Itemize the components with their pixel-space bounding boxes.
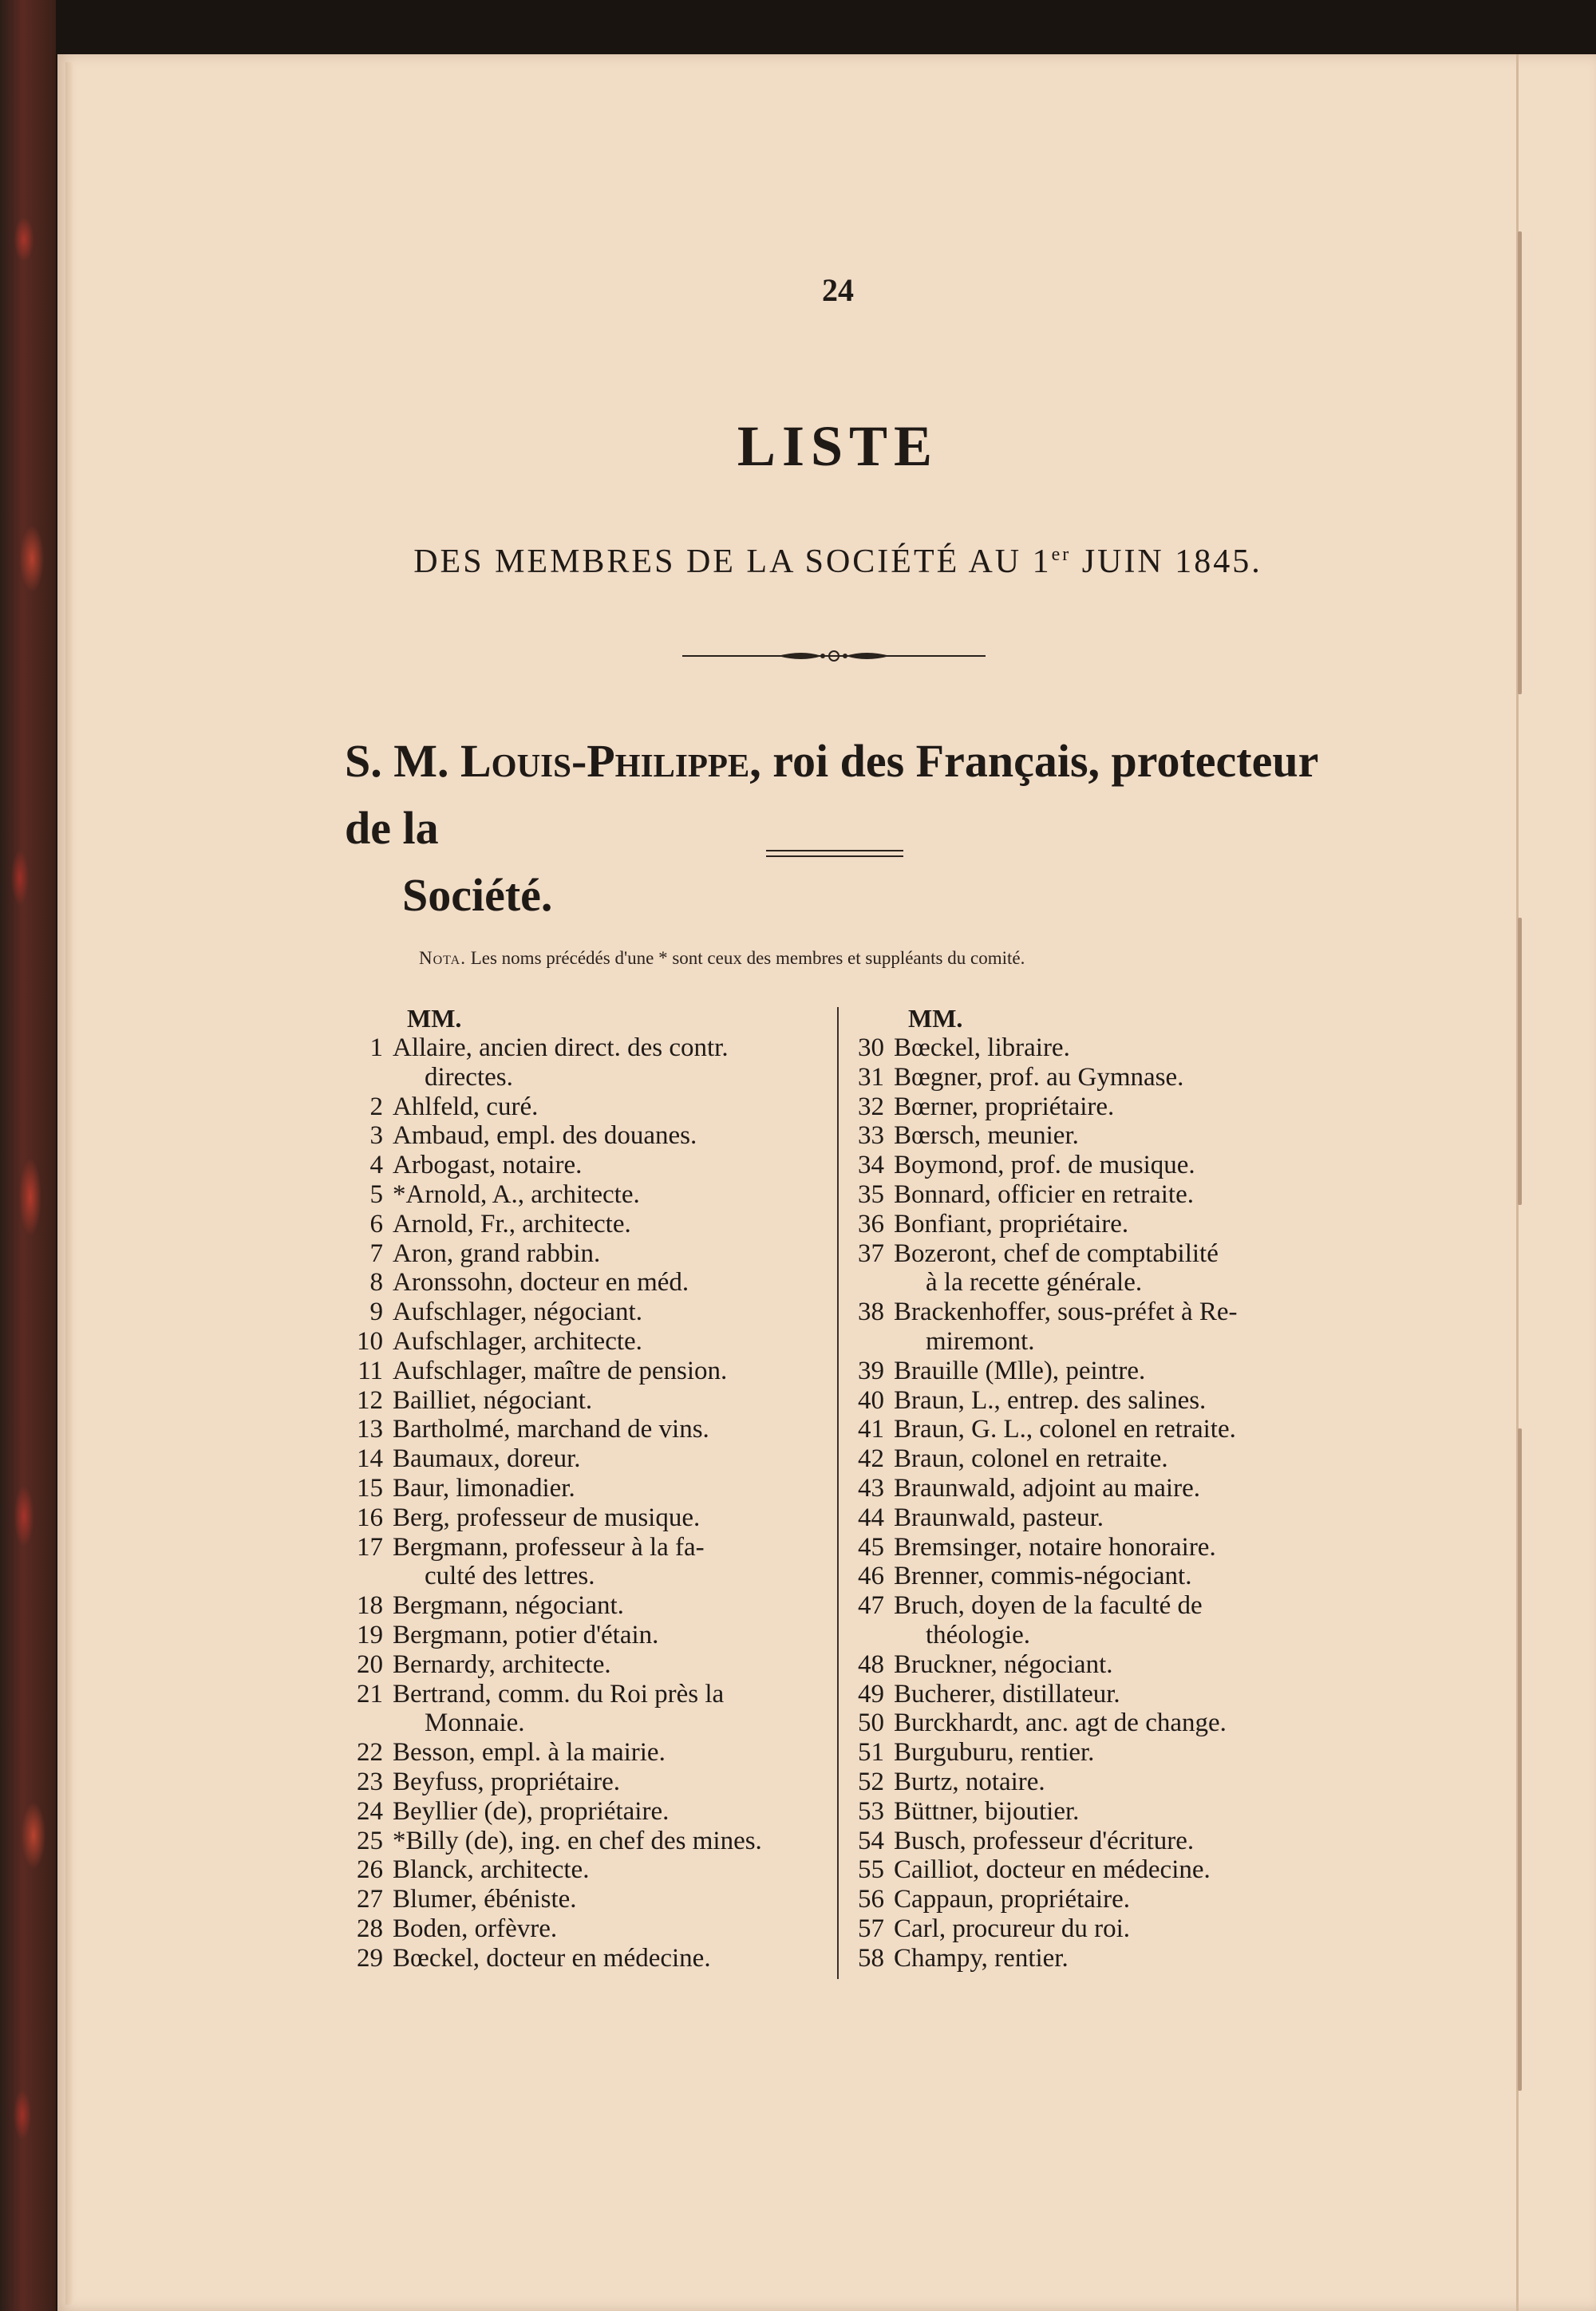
member-name: Baur, limonadier.: [393, 1473, 575, 1503]
nota-note: [419, 948, 1377, 969]
member-entry: [844, 1562, 1339, 1591]
member-number: 52: [858, 1767, 884, 1796]
member-entry: [343, 1092, 826, 1122]
member-entry: [343, 1533, 826, 1592]
member-number: 26: [357, 1855, 383, 1885]
member-number: 12: [357, 1385, 383, 1415]
patron-heading: [345, 728, 1334, 929]
double-rule: [766, 850, 903, 858]
member-name: Aufschlager, négociant.: [393, 1298, 642, 1327]
member-entry: [343, 1591, 826, 1621]
member-name: Blanck, architecte.: [393, 1855, 590, 1885]
member-number: 46: [858, 1562, 884, 1591]
member-entry: [343, 1121, 826, 1151]
member-entry: [844, 1357, 1339, 1386]
book-page: [57, 54, 1596, 2311]
member-number: 29: [357, 1943, 383, 1973]
subtitle-text-end: JUIN 1845.: [1071, 543, 1262, 580]
subtitle-superscript: er: [1051, 544, 1072, 565]
member-name: Beyfuss, propriétaire.: [393, 1767, 620, 1796]
member-entry: [343, 1033, 826, 1092]
member-entry: [844, 1797, 1339, 1827]
member-entry: [343, 1210, 826, 1239]
member-entry: [343, 1885, 826, 1914]
nota-label: Nota.: [419, 948, 466, 968]
member-entry: [844, 1386, 1339, 1416]
member-entry: [844, 1827, 1339, 1856]
member-name-continuation: directes.: [425, 1062, 513, 1092]
member-entry: [844, 1033, 1339, 1063]
member-name: Beyllier (de), propriétaire.: [393, 1796, 670, 1826]
member-number: 39: [858, 1356, 884, 1385]
member-entry: [844, 1121, 1339, 1151]
member-entry: [343, 1180, 826, 1210]
member-name: Braun, L., entrep. des salines.: [894, 1385, 1207, 1415]
patron-name: Louis-Philippe: [460, 735, 750, 787]
member-number: 4: [369, 1151, 383, 1180]
member-name: Braunwald, adjoint au maire.: [894, 1473, 1200, 1503]
member-number: 32: [858, 1092, 884, 1121]
member-entry: [343, 1298, 826, 1327]
column-header: MM.: [407, 1004, 462, 1033]
member-name: Brackenhoffer, sous-préfet à Re-: [894, 1298, 1238, 1327]
member-name-continuation: culté des lettres.: [425, 1562, 595, 1591]
member-entry: [343, 1768, 826, 1797]
page-title: LISTE: [737, 414, 939, 478]
member-number: 1: [369, 1033, 383, 1062]
member-entry: [844, 1474, 1339, 1503]
member-number: 17: [357, 1532, 383, 1562]
member-entry: [343, 1415, 826, 1444]
marbled-binding: [0, 0, 56, 2311]
member-entry: [343, 1268, 826, 1298]
member-name: Bœckel, libraire.: [894, 1033, 1070, 1062]
member-name: Arnold, Fr., architecte.: [393, 1209, 631, 1238]
member-entry: [343, 1914, 826, 1944]
member-entry: [844, 1680, 1339, 1709]
member-name: Allaire, ancien direct. des contr.: [393, 1033, 729, 1062]
members-column-left: [343, 1004, 826, 1973]
patron-line2: Société.: [402, 869, 553, 921]
patron-prefix: S. M.: [345, 735, 460, 787]
member-number: 20: [357, 1649, 383, 1679]
member-name: Aronssohn, docteur en méd.: [393, 1268, 689, 1298]
member-number: 53: [858, 1796, 884, 1826]
member-number: 57: [858, 1914, 884, 1943]
member-number: 43: [858, 1473, 884, 1503]
member-entry: [844, 1738, 1339, 1768]
member-number: 44: [858, 1503, 884, 1532]
member-entry: [844, 1210, 1339, 1239]
member-entry: [343, 1827, 826, 1856]
member-entry: [844, 1768, 1339, 1797]
member-name: *Billy (de), ing. en chef des mines.: [393, 1826, 762, 1855]
member-entry: [844, 1885, 1339, 1914]
member-name: Bucherer, distillateur.: [894, 1679, 1120, 1709]
member-name: Bonfiant, propriétaire.: [894, 1209, 1129, 1238]
members-list-right: [844, 1033, 1339, 1973]
member-name: *Arnold, A., architecte.: [393, 1179, 640, 1209]
member-number: 55: [858, 1855, 884, 1885]
member-number: 13: [357, 1415, 383, 1444]
binding-thread: [1518, 918, 1522, 1205]
member-entry: [343, 1357, 826, 1386]
member-number: 7: [369, 1238, 383, 1268]
member-entry: [343, 1327, 826, 1357]
member-name-continuation: à la recette générale.: [926, 1268, 1143, 1298]
member-number: 33: [858, 1121, 884, 1151]
member-entry: [844, 1444, 1339, 1474]
member-number: 15: [357, 1473, 383, 1503]
member-entry: [343, 1680, 826, 1739]
member-entry: [844, 1855, 1339, 1885]
member-entry: [343, 1474, 826, 1503]
member-name: Bergmann, potier d'étain.: [393, 1620, 659, 1649]
member-number: 47: [858, 1591, 884, 1621]
ornamental-divider: [682, 648, 986, 664]
binding-thread: [1518, 1428, 1522, 2091]
member-name: Carl, procureur du roi.: [894, 1914, 1130, 1943]
member-name: Ahlfeld, curé.: [393, 1092, 539, 1121]
page-subtitle: [343, 543, 1333, 581]
member-name: Brenner, commis-négociant.: [894, 1562, 1192, 1591]
member-number: 34: [858, 1151, 884, 1180]
member-entry: [343, 1650, 826, 1680]
member-number: 56: [858, 1885, 884, 1914]
member-name: Aufschlager, architecte.: [393, 1326, 642, 1356]
member-number: 10: [357, 1326, 383, 1356]
member-name: Braun, G. L., colonel en retraite.: [894, 1415, 1236, 1444]
member-entry: [844, 1533, 1339, 1562]
member-entry: [343, 1797, 826, 1827]
member-name: Champy, rentier.: [894, 1943, 1069, 1973]
member-name: Bœgner, prof. au Gymnase.: [894, 1062, 1184, 1092]
member-name: Bozeront, chef de comptabilité: [894, 1238, 1219, 1268]
member-name: Bonnard, officier en retraite.: [894, 1179, 1194, 1209]
member-number: 16: [357, 1503, 383, 1532]
member-number: 58: [858, 1943, 884, 1973]
member-number: 3: [369, 1121, 383, 1151]
member-number: 19: [357, 1620, 383, 1649]
member-name: Bergmann, négociant.: [393, 1591, 624, 1621]
binding-thread: [1518, 231, 1522, 694]
member-entry: [844, 1415, 1339, 1444]
member-name: Bœrner, propriétaire.: [894, 1092, 1115, 1121]
page-edge: [65, 62, 73, 2305]
member-number: 2: [369, 1092, 383, 1121]
member-number: 49: [858, 1679, 884, 1709]
member-name: Burtz, notaire.: [894, 1767, 1045, 1796]
nota-text: Les noms précédés d'une * sont ceux des membres et suppléants du comité.: [465, 948, 1025, 968]
member-entry: [844, 1239, 1339, 1298]
member-name: Büttner, bijoutier.: [894, 1796, 1080, 1826]
member-entry: [343, 1855, 826, 1885]
member-name: Aron, grand rabbin.: [393, 1238, 601, 1268]
member-entry: [844, 1092, 1339, 1122]
member-name: Cailliot, docteur en médecine.: [894, 1855, 1211, 1885]
member-number: 30: [858, 1033, 884, 1062]
member-number: 5: [369, 1179, 383, 1209]
member-name: Bergmann, professeur à la fa-: [393, 1532, 705, 1562]
member-name: Busch, professeur d'écriture.: [894, 1826, 1195, 1855]
member-entry: [343, 1503, 826, 1533]
member-number: 25: [357, 1826, 383, 1855]
member-entry: [844, 1063, 1339, 1092]
member-entry: [343, 1239, 826, 1269]
member-entry: [844, 1944, 1339, 1973]
members-column-right: [844, 1004, 1339, 1973]
member-name: Cappaun, propriétaire.: [894, 1885, 1130, 1914]
member-name: Brauille (Mlle), peintre.: [894, 1356, 1146, 1385]
member-name: Bruch, doyen de la faculté de: [894, 1591, 1203, 1621]
member-number: 41: [858, 1415, 884, 1444]
member-entry: [844, 1298, 1339, 1357]
member-entry: [844, 1650, 1339, 1680]
member-number: 45: [858, 1532, 884, 1562]
member-number: 27: [357, 1885, 383, 1914]
member-entry: [844, 1591, 1339, 1650]
member-entry: [343, 1444, 826, 1474]
member-entry: [343, 1738, 826, 1768]
members-list-left: [343, 1033, 826, 1973]
member-entry: [343, 1621, 826, 1650]
subtitle-text: DES MEMBRES DE LA SOCIÉTÉ AU 1: [413, 543, 1052, 580]
page-number: 24: [822, 272, 854, 308]
member-name: Boden, orfèvre.: [393, 1914, 558, 1943]
member-number: 22: [357, 1738, 383, 1768]
member-number: 50: [858, 1709, 884, 1738]
member-number: 23: [357, 1767, 383, 1796]
patron-title: , roi des Français, protecteur de la: [345, 735, 1318, 854]
member-name: Arbogast, notaire.: [393, 1151, 583, 1180]
member-number: 28: [357, 1914, 383, 1943]
member-number: 38: [858, 1298, 884, 1327]
member-name: Baumaux, doreur.: [393, 1444, 581, 1474]
member-name: Bernardy, architecte.: [393, 1649, 611, 1679]
member-entry: [343, 1386, 826, 1416]
member-entry: [844, 1180, 1339, 1210]
member-number: 48: [858, 1649, 884, 1679]
column-header: MM.: [908, 1004, 963, 1033]
column-divider: [837, 1007, 839, 1979]
member-number: 9: [369, 1298, 383, 1327]
member-number: 11: [358, 1356, 383, 1385]
member-number: 51: [858, 1738, 884, 1768]
member-name: Braun, colonel en retraite.: [894, 1444, 1168, 1474]
member-name: Bailliet, négociant.: [393, 1385, 593, 1415]
member-name: Bœrsch, meunier.: [894, 1121, 1079, 1151]
member-entry: [343, 1151, 826, 1180]
member-name: Bremsinger, notaire honoraire.: [894, 1532, 1216, 1562]
member-number: 8: [369, 1268, 383, 1298]
member-number: 36: [858, 1209, 884, 1238]
member-entry: [343, 1944, 826, 1973]
member-entry: [844, 1914, 1339, 1944]
member-name: Bruckner, négociant.: [894, 1649, 1113, 1679]
member-name: Burckhardt, anc. agt de change.: [894, 1709, 1227, 1738]
member-number: 24: [357, 1796, 383, 1826]
member-number: 31: [858, 1062, 884, 1092]
member-entry: [844, 1503, 1339, 1533]
member-name: Berg, professeur de musique.: [393, 1503, 701, 1532]
member-number: 54: [858, 1826, 884, 1855]
member-number: 14: [357, 1444, 383, 1474]
member-name: Boymond, prof. de musique.: [894, 1151, 1195, 1180]
member-number: 6: [369, 1209, 383, 1238]
member-name-continuation: Monnaie.: [425, 1709, 525, 1738]
member-name: Bertrand, comm. du Roi près la: [393, 1679, 725, 1709]
member-name: Blumer, ébéniste.: [393, 1885, 577, 1914]
member-name: Bœckel, docteur en médecine.: [393, 1943, 711, 1973]
member-name: Burguburu, rentier.: [894, 1738, 1095, 1768]
member-name: Ambaud, empl. des douanes.: [393, 1121, 697, 1151]
member-number: 35: [858, 1179, 884, 1209]
member-number: 21: [357, 1679, 383, 1709]
member-name-continuation: miremont.: [926, 1326, 1035, 1356]
member-entry: [844, 1709, 1339, 1738]
member-entry: [844, 1151, 1339, 1180]
member-name: Besson, empl. à la mairie.: [393, 1738, 666, 1768]
member-number: 18: [357, 1591, 383, 1621]
member-number: 37: [858, 1238, 884, 1268]
member-name: Braunwald, pasteur.: [894, 1503, 1104, 1532]
member-name-continuation: théologie.: [926, 1620, 1031, 1649]
member-number: 40: [858, 1385, 884, 1415]
member-number: 42: [858, 1444, 884, 1474]
member-name: Aufschlager, maître de pension.: [393, 1356, 728, 1385]
member-name: Bartholmé, marchand de vins.: [393, 1415, 709, 1444]
